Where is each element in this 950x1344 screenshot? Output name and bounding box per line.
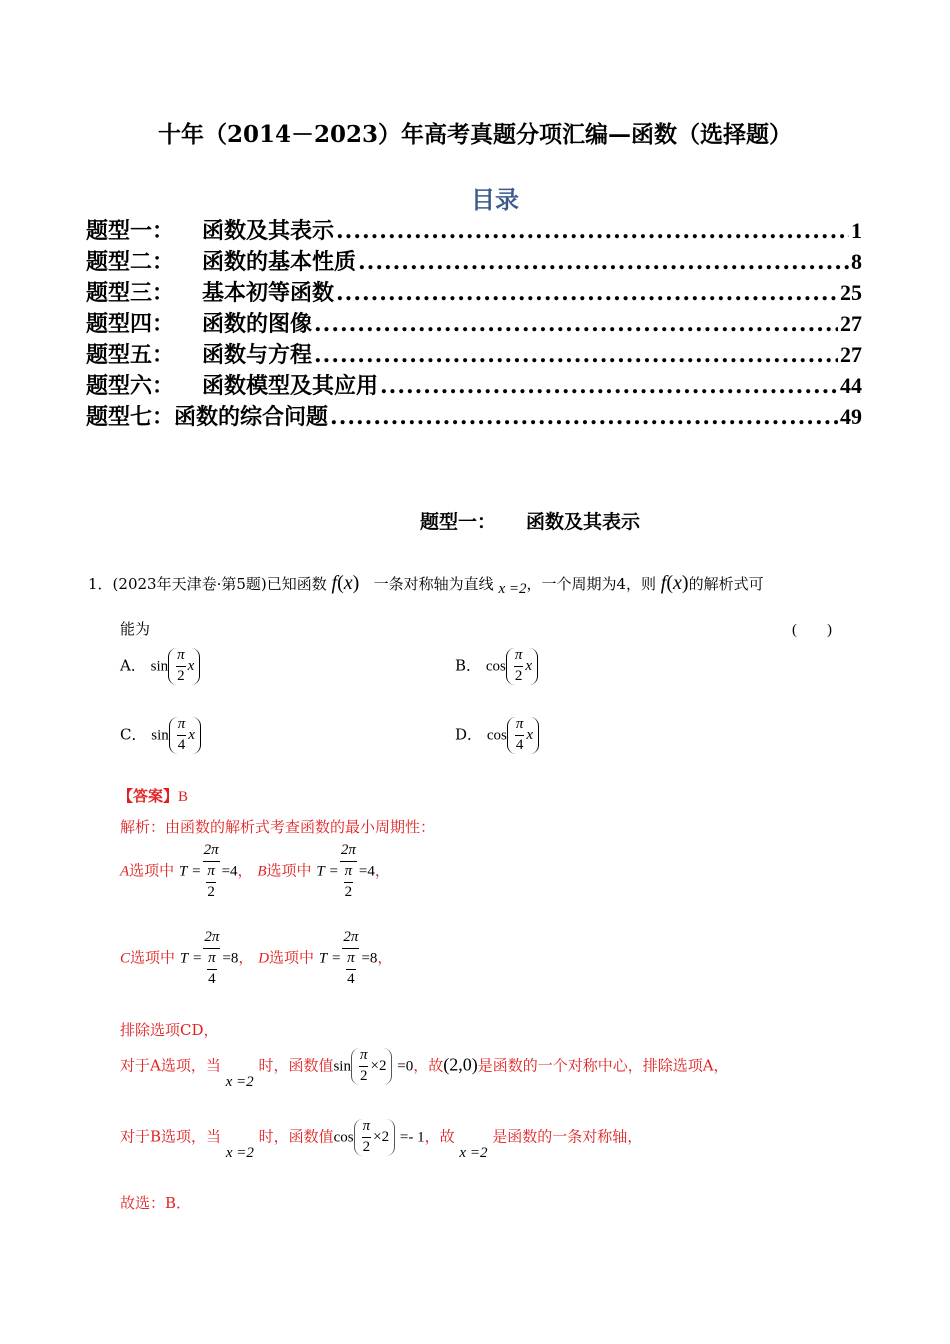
toc-item-label: 题型二： xyxy=(86,249,175,275)
final-answer: 故选：B． xyxy=(120,1194,192,1212)
toc-item[interactable] xyxy=(86,245,862,276)
answer-label: 【答案】 xyxy=(118,787,179,805)
toc-item-text: 函数模型及其应用 xyxy=(202,373,379,399)
answer-value: B xyxy=(178,789,189,805)
option-var: x xyxy=(526,726,533,743)
toc-item[interactable] xyxy=(86,338,862,369)
toc-item-label: 题型五： xyxy=(86,342,175,368)
toc-item-label: 题型四： xyxy=(86,311,175,337)
value-result: =0 xyxy=(397,1058,414,1075)
toc-item-page: 8 xyxy=(851,249,862,274)
toc-leader xyxy=(336,218,849,244)
section-heading xyxy=(420,507,640,534)
center-point: (2,0) xyxy=(443,1054,478,1075)
toc-leader xyxy=(380,373,838,399)
times: ×2 xyxy=(370,1057,387,1074)
frac-num: 2π xyxy=(343,929,359,945)
frac-num: π xyxy=(344,862,353,879)
toc-leader xyxy=(314,342,838,368)
toc-item-text: 函数及其表示 xyxy=(202,218,335,244)
toc-item-text: 函数的图像 xyxy=(202,311,313,337)
question-number: 1． xyxy=(88,575,113,593)
frac-den: 4 xyxy=(208,970,216,987)
frac-num: π xyxy=(515,716,524,732)
period-suffix: 选项中 xyxy=(129,861,175,880)
period-T: T xyxy=(316,863,325,880)
line-post: ，故 xyxy=(424,1127,455,1146)
toc-leader xyxy=(336,280,838,306)
frac-den: 2 xyxy=(344,883,353,900)
separator: ， xyxy=(374,861,390,880)
line-post: ，故 xyxy=(413,1056,444,1075)
toc-item-page: 25 xyxy=(840,280,862,305)
frac-num: π xyxy=(347,949,355,966)
answer-line xyxy=(118,785,188,806)
frac-num: π xyxy=(177,647,185,663)
toc-heading: 目录 xyxy=(471,185,519,214)
toc-item-label: 题型三： xyxy=(86,280,175,306)
toc-item-text: 函数的基本性质 xyxy=(202,249,357,275)
toc-item-page: 44 xyxy=(840,373,862,398)
value-result: =- 1 xyxy=(399,1129,425,1146)
period-row: C选项中 T = $\frac{2\pi}{\frac{\pi}{4}}$ =8， D选项中 T = $\frac{2\pi}{\frac{\pi}{4}}$ =8， xyxy=(120,929,393,987)
function-var: x xyxy=(673,572,682,594)
separator: ， xyxy=(237,861,253,880)
option-a[interactable] xyxy=(120,648,200,685)
frac-num: π xyxy=(514,647,523,663)
option-fn: sin xyxy=(151,727,169,744)
option-letter: C． xyxy=(120,725,147,744)
line-mid: 时，函数值 xyxy=(258,1127,334,1146)
option-var: x xyxy=(188,726,195,743)
period-suffix: 选项中 xyxy=(130,948,176,967)
period-T: T xyxy=(179,950,189,967)
function-var: x xyxy=(343,572,353,594)
question-stem: 1．(2023年天津卷·第5题)已知函数 f(x) 一条对称轴为直线 x =2，一个周期为4，则 f(x)的解析式可 xyxy=(88,572,764,597)
toc-item[interactable] xyxy=(86,214,862,245)
period-T: T xyxy=(318,950,328,967)
option-fn: cos xyxy=(486,727,507,744)
toc-item-text: 函数的综合问题 xyxy=(174,404,329,430)
condition: x =2 xyxy=(225,1145,254,1162)
condition: x =2 xyxy=(225,1074,254,1091)
toc-item-label: 题型六： xyxy=(86,373,175,399)
toc-item-page: 27 xyxy=(840,311,862,336)
period-T: T xyxy=(178,863,188,880)
frac-num: π xyxy=(207,862,215,879)
frac-num: 2π xyxy=(204,929,220,945)
period-result: =8 xyxy=(222,950,239,967)
toc-item[interactable] xyxy=(86,276,862,307)
period-result: =4 xyxy=(221,863,238,880)
toc-item-page: 49 xyxy=(840,404,862,429)
toc-item[interactable] xyxy=(86,307,862,338)
frac-num: π xyxy=(359,1047,368,1063)
separator: ， xyxy=(377,948,393,967)
trig-fn: cos xyxy=(333,1129,354,1146)
frac-num: π xyxy=(208,949,216,966)
question-mid: 一条对称轴为直线 xyxy=(373,575,494,593)
toc-item-label: 题型一： xyxy=(86,218,175,244)
frac-num: π xyxy=(362,1118,371,1134)
toc-item-label: 题型七： xyxy=(86,404,175,430)
analysis-option-b xyxy=(120,1118,643,1162)
section-label: 题型一： xyxy=(420,511,497,533)
analysis-option-a xyxy=(120,1047,729,1091)
question-stem-line2: 能为 xyxy=(120,620,151,638)
frac-num: 2π xyxy=(340,842,356,858)
times: ×2 xyxy=(373,1128,390,1145)
period-suffix: 选项中 xyxy=(266,861,312,880)
toc-item[interactable] xyxy=(86,369,862,400)
period-result: =8 xyxy=(361,950,378,967)
toc-item[interactable] xyxy=(86,400,862,431)
frac-den: 2 xyxy=(362,1138,371,1155)
line-pre: 对于A选项，当 xyxy=(120,1056,221,1075)
line-end: 是函数的一个对称中心，排除选项A， xyxy=(477,1056,729,1075)
exclude-line: 排除选项CD， xyxy=(120,1021,219,1039)
option-letter: D． xyxy=(455,725,483,744)
table-of-contents xyxy=(86,214,862,431)
toc-item-page: 1 xyxy=(851,218,862,243)
option-letter: A． xyxy=(120,656,146,675)
symmetry-axis: x =2 xyxy=(498,581,527,597)
period-option: C xyxy=(120,950,131,967)
option-letter: B． xyxy=(455,656,482,675)
axis-eq: x =2 xyxy=(459,1145,488,1162)
period-suffix: 选项中 xyxy=(269,948,315,967)
period-option: D xyxy=(258,950,270,967)
frac-den: 4 xyxy=(515,736,524,753)
toc-item-text: 函数与方程 xyxy=(202,342,313,368)
toc-item-page: 27 xyxy=(840,342,862,367)
function-f: f xyxy=(331,572,338,594)
option-var: x xyxy=(187,657,195,674)
toc-leader xyxy=(330,404,838,430)
frac-den: 2 xyxy=(359,1067,368,1084)
question-source: (2023年天津卷·第5题)已知函数 xyxy=(112,575,327,593)
option-fn: cos xyxy=(485,658,506,675)
frac-den: 4 xyxy=(177,736,186,753)
frac-den: 4 xyxy=(347,970,355,987)
toc-leader xyxy=(358,249,849,275)
option-fn: sin xyxy=(150,658,169,675)
question-end: 的解析式可 xyxy=(688,575,764,593)
separator: ， xyxy=(238,948,254,967)
period-result: =4 xyxy=(358,863,375,880)
trig-fn: sin xyxy=(333,1058,351,1075)
period-row: A选项中 T = $\frac{2\pi}{\frac{\pi}{2}}$ =4， B选项中 T = $\frac{2\pi}{\frac{\pi}{2}}$ =4， xyxy=(120,842,390,900)
period-option: B xyxy=(257,863,267,880)
document-title: 十年（2014－2023）年高考真题分项汇编—函数（选择题） xyxy=(157,121,793,148)
answer-bracket: ( ) xyxy=(792,622,832,638)
analysis-intro: 解析：由函数的解析式考查函数的最小周期性： xyxy=(120,818,436,836)
line-end: 是函数的一条对称轴， xyxy=(492,1127,643,1146)
frac-den: 2 xyxy=(514,667,523,684)
question-mid2: ，一个周期为4，则 xyxy=(526,575,657,593)
frac-num: 2π xyxy=(203,842,219,858)
toc-item-text: 基本初等函数 xyxy=(202,280,335,306)
option-var: x xyxy=(525,657,532,674)
function-f: f xyxy=(660,572,667,594)
line-pre: 对于B选项，当 xyxy=(120,1127,222,1146)
frac-num: π xyxy=(177,716,186,732)
toc-leader xyxy=(314,311,838,337)
line-mid: 时，函数值 xyxy=(258,1056,334,1075)
option-d[interactable] xyxy=(455,717,539,754)
section-text: 函数及其表示 xyxy=(526,511,641,533)
option-b[interactable] xyxy=(455,648,538,685)
period-option: A xyxy=(120,863,130,880)
option-c[interactable] xyxy=(120,717,201,754)
frac-den: 2 xyxy=(207,883,215,900)
frac-den: 2 xyxy=(177,667,185,684)
